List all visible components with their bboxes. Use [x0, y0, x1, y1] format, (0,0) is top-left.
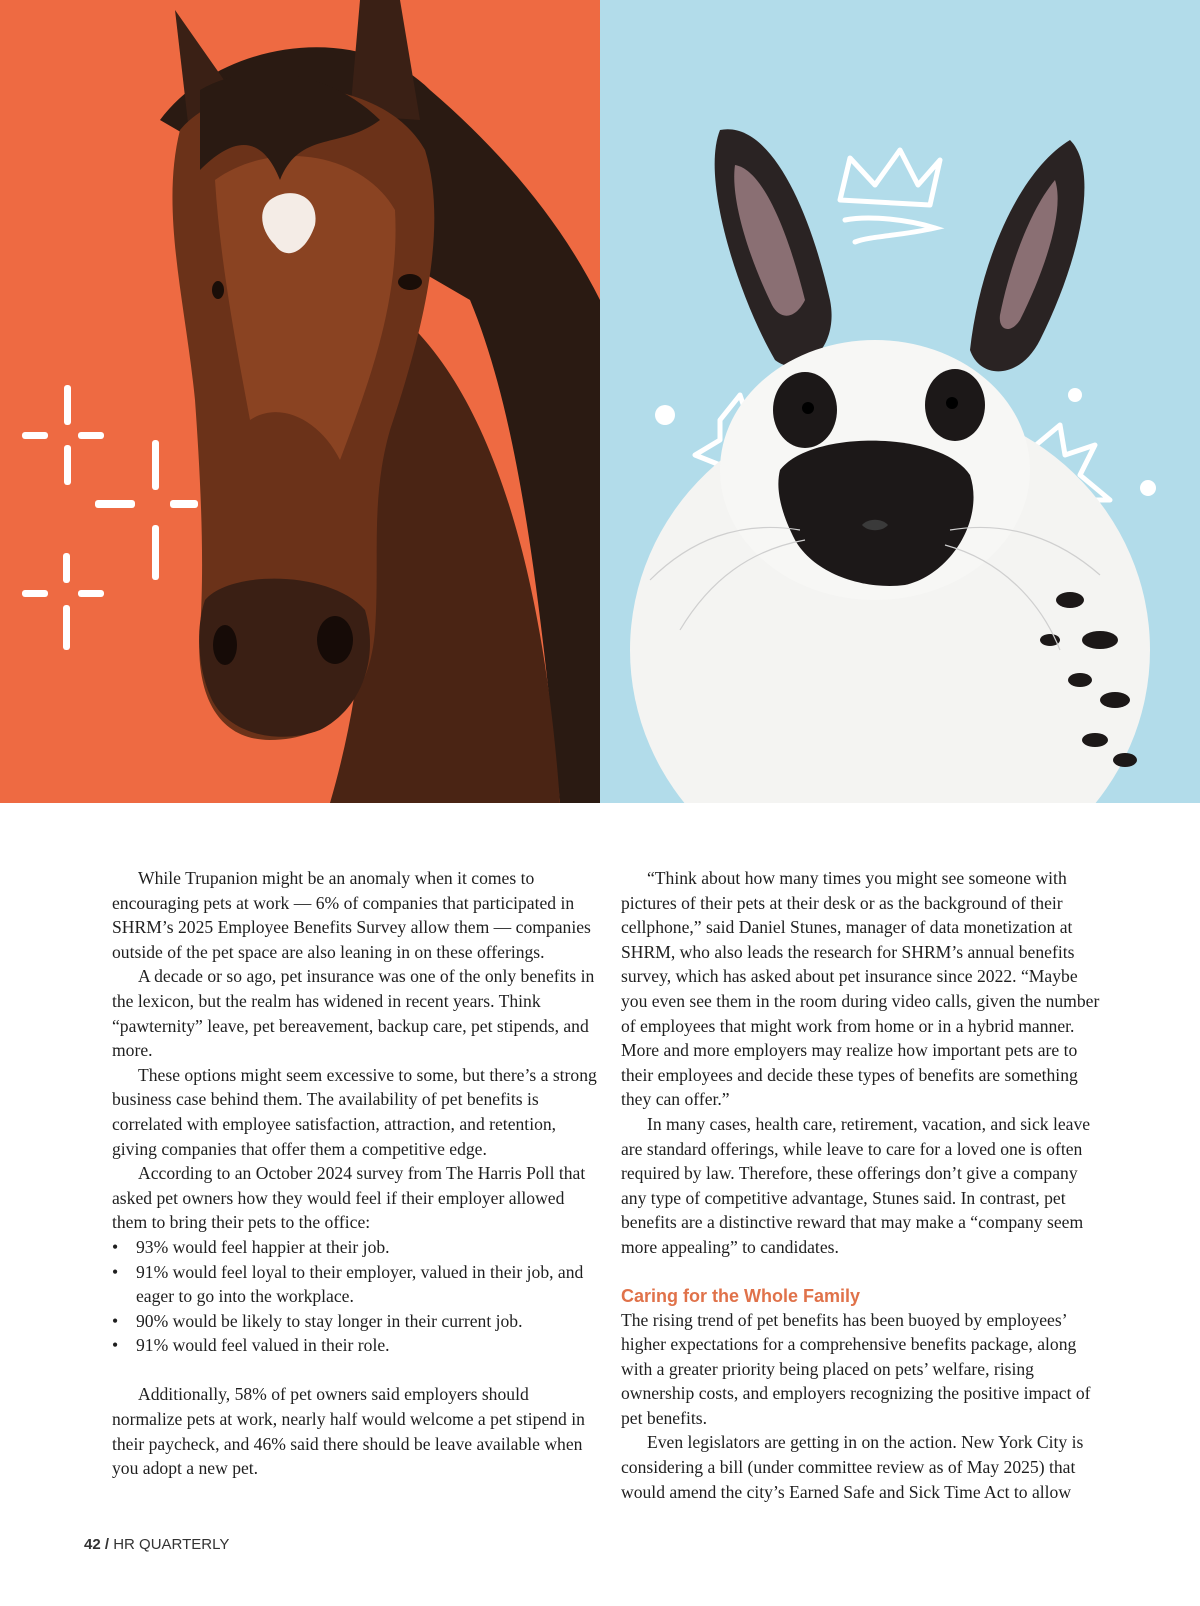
paragraph: These options might seem excessive to some, but there’s a strong business case behind them. The availability of pet benefits is correlated with employee satisfaction, attraction, and retention, giving companies that offer them a competitive edge.: [112, 1064, 597, 1159]
section-heading: Caring for the Whole Family: [621, 1285, 861, 1306]
bullet-list: [112, 1235, 599, 1358]
paragraph: The rising trend of pet benefits has been buoyed by employees’ higher expectations for a comprehensive benefits package, along with a greater priority being placed on pets’ welfare, rising ownership costs, and employers recognizing the positive impact of pet benefits.: [621, 1309, 1091, 1428]
bullet-glyph: •: [112, 1236, 119, 1257]
list-item: • 90% would be likely to stay longer in their current job.: [112, 1309, 599, 1334]
paragraph: In many cases, health care, retirement, vacation, and sick leave are standard offerings, while leave to care for a loved one is often required by law. Therefore, these offerings don’t give a company any type of competitive advantage, Stunes said. In contrast, pet benefits are a distinctive reward that may make a “company seem more appealing” to candidates.: [621, 1113, 1091, 1257]
rabbit-photo: [600, 0, 1200, 803]
publication-name: HR QUARTERLY: [113, 1536, 230, 1553]
horse-photo: [0, 0, 600, 803]
paragraph: According to an October 2024 survey from The Harris Poll that asked pet owners how they would feel if their employer allowed them to bring their pets to the office:: [112, 1163, 586, 1233]
list-item: • 93% would feel happier at their job.: [112, 1235, 599, 1260]
page-number: 42: [84, 1536, 101, 1553]
bullet-glyph: •: [112, 1335, 119, 1356]
bullet-glyph: •: [112, 1261, 119, 1282]
right-column: [621, 866, 1101, 1504]
paragraph: “Think about how many times you might see someone with pictures of their pets at their desk or as the background of their cellphone,” said Daniel Stunes, manager of data monetization at SHRM, who also leads the research for SHRM’s annual benefits survey, which has asked about pet insurance since 2022. “Maybe you even see them in the room during video calls, given the number of employees that might work from home or in a hybrid manner. More and more employers may realize how important pets are to their employees and decide these types of benefits are something they can offer.”: [621, 868, 1100, 1110]
bullet-glyph: •: [112, 1310, 119, 1331]
paragraph: A decade or so ago, pet insurance was one of the only benefits in the lexicon, but the realm has widened in recent years. Think “pawternity” leave, pet bereavement, backup care, pet stipends, and more.: [112, 966, 595, 1061]
page-footer: [84, 1536, 229, 1553]
paragraph: While Trupanion might be an anomaly when it comes to encouraging pets at work — 6% of companies that participated in SHRM’s 2025 Employee Benefits Survey allow them — companies outside of the pet space are also leaning in on these offerings.: [112, 868, 591, 962]
paragraph: Even legislators are getting in on the action. New York City is considering a bill (under committee review as of May 2025) that would amend the city’s Earned Safe and Sick Time Act to allow: [621, 1432, 1084, 1502]
list-item: • 91% would feel loyal to their employer, valued in their job, and eager to go into the workplace.: [112, 1261, 584, 1307]
paragraph: Additionally, 58% of pet owners said employers should normalize pets at work, nearly half would welcome a pet stipend in their paycheck, and 46% said there should be leave available when you adopt a new pet.: [112, 1384, 585, 1479]
left-column: [112, 866, 599, 1481]
list-item: • 91% would feel valued in their role.: [112, 1333, 599, 1358]
footer-separator: /: [104, 1536, 110, 1553]
